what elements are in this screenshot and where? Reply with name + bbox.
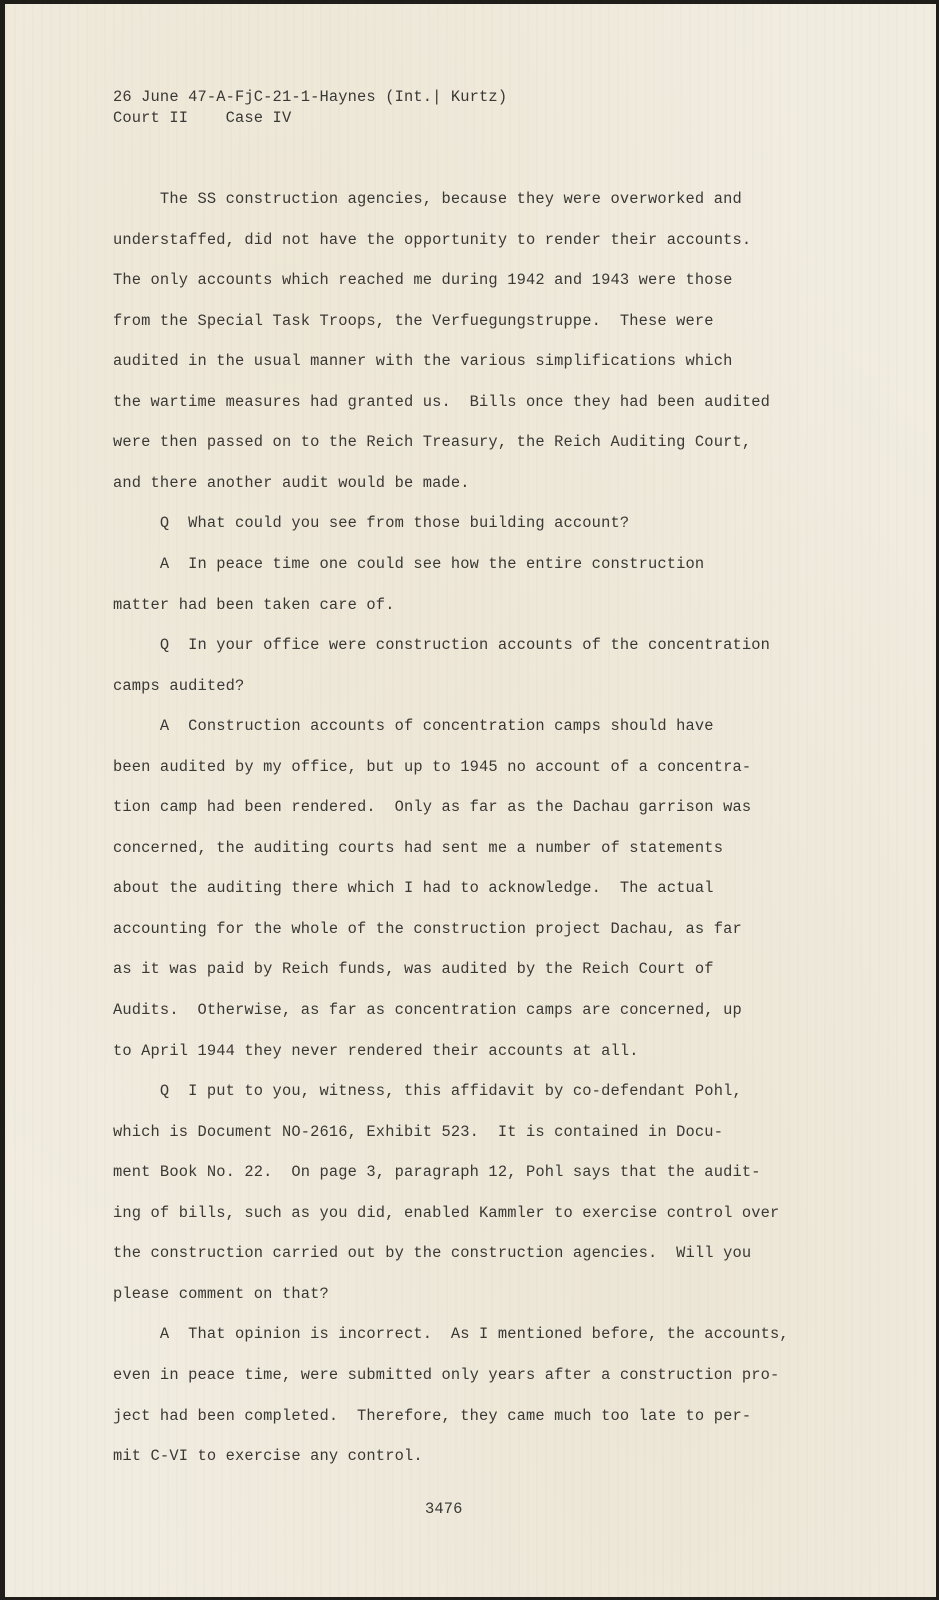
transcript-line: A In peace time one could see how the entire construction bbox=[113, 554, 705, 573]
transcript-line: to April 1944 they never rendered their accounts at all. bbox=[113, 1041, 639, 1060]
transcript-line: Audits. Otherwise, as far as concentration camps are concerned, up bbox=[113, 1001, 742, 1019]
transcript-line: please comment on that? bbox=[113, 1284, 329, 1303]
document-page bbox=[5, 4, 936, 1597]
transcript-line: from the Special Task Troops, the Verfuegungstruppe. These were bbox=[113, 311, 714, 330]
transcript-line: ing of bills, such as you did, enabled Kammler to exercise control over bbox=[113, 1203, 780, 1222]
transcript-line: were then passed on to the Reich Treasury, the Reich Auditing Court, bbox=[113, 433, 752, 452]
transcript-line: been audited by my office, but up to 1945 no account of a concentra- bbox=[113, 757, 752, 776]
transcript-line: tion camp had been rendered. Only as far as the Dachau garrison was bbox=[113, 798, 752, 817]
transcript-line: Q What could you see from those building account? bbox=[113, 514, 630, 533]
transcript-line: even in peace time, were submitted only years after a construction pro- bbox=[113, 1365, 780, 1384]
transcript-line: the construction carried out by the construction agencies. Will you bbox=[113, 1244, 752, 1263]
transcript-line: concerned, the auditing courts had sent me a number of statements bbox=[113, 838, 724, 857]
transcript-line: mit C-VI to exercise any control. bbox=[113, 1447, 423, 1466]
transcript-line: The only accounts which reached me during 1942 and 1943 were those bbox=[113, 271, 733, 290]
transcript-line: ment Book No. 22. On page 3, paragraph 12, Pohl says that the audit- bbox=[113, 1163, 761, 1182]
transcript-line: camps audited? bbox=[113, 676, 245, 695]
transcript-line: Q I put to you, witness, this affidavit by co-defendant Pohl, bbox=[113, 1082, 742, 1101]
transcript-line: A That opinion is incorrect. As I mentioned before, the accounts, bbox=[113, 1325, 789, 1344]
transcript-line: understaffed, did not have the opportunity to render their accounts. bbox=[113, 230, 752, 249]
transcript-line: ject had been completed. Therefore, they came much too late to per- bbox=[113, 1406, 752, 1425]
page-number: 3476 bbox=[425, 1500, 463, 1518]
transcript-line: The SS construction agencies, because they were overworked and bbox=[113, 190, 742, 208]
header-court-case-line: Court II Case IV bbox=[113, 109, 292, 127]
transcript-line: about the auditing there which I had to acknowledge. The actual bbox=[113, 879, 714, 898]
header-reference-line: 26 June 47-A-FjC-21-1-Haynes (Int.| Kurtz) bbox=[113, 88, 508, 106]
transcript-line: Q In your office were construction accounts of the concentration bbox=[113, 636, 771, 655]
transcript-line: matter had been taken care of. bbox=[113, 595, 395, 614]
transcript-line: accounting for the whole of the construction project Dachau, as far bbox=[113, 919, 742, 938]
transcript-line: audited in the usual manner with the various simplifications which bbox=[113, 352, 733, 371]
transcript-line: A Construction accounts of concentration camps should have bbox=[113, 717, 714, 736]
transcript-line: the wartime measures had granted us. Bills once they had been audited bbox=[113, 392, 771, 411]
transcript-line: as it was paid by Reich funds, was audited by the Reich Court of bbox=[113, 960, 714, 979]
transcript-line: and there another audit would be made. bbox=[113, 473, 470, 492]
transcript-line: which is Document NO-2616, Exhibit 523. It is contained in Docu- bbox=[113, 1122, 724, 1141]
